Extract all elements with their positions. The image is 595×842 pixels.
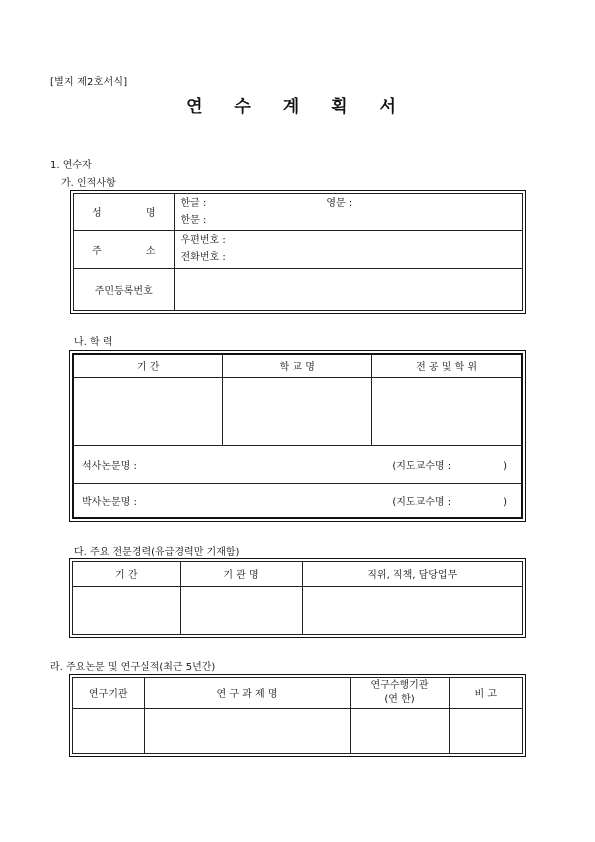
edu-period-cell[interactable]: [74, 377, 223, 445]
career-org-cell[interactable]: [180, 586, 302, 634]
research-col-note: 비 고: [449, 678, 522, 708]
resident-number-value-cell[interactable]: [174, 268, 522, 310]
career-col-period: 기 간: [73, 562, 180, 586]
career-col-position: 직위, 직책, 담당업무: [302, 562, 522, 586]
address-value-cell[interactable]: [174, 230, 522, 268]
research-col-exec-line1: 연구수행기관: [370, 679, 429, 691]
hangul-name-label: 한글 :: [180, 197, 207, 209]
research-col-title: 연 구 과 제 명: [144, 678, 350, 708]
edu-col-major-degree: 전 공 및 학 위: [372, 355, 521, 377]
postal-code-label: 우편번호 :: [180, 235, 226, 246]
edu-col-period: 기 간: [74, 355, 223, 377]
hanja-name-label: 한문 :: [180, 214, 207, 226]
resident-number-label: 주민등록번호: [74, 268, 174, 310]
research-col-executing-org: [350, 678, 449, 708]
doctoral-thesis-row[interactable]: [74, 483, 521, 517]
section-research-heading: 라. 주요논문 및 연구실적(최근 5년간): [50, 662, 216, 673]
masters-advisor-label: (지도교수명 :: [392, 460, 452, 472]
section-education-heading: 나. 학 력: [74, 337, 113, 348]
research-col-org: 연구기관: [73, 678, 144, 708]
masters-advisor-close: ): [503, 460, 507, 472]
research-title-cell[interactable]: [144, 708, 350, 753]
address-label-cell: [74, 230, 174, 268]
phone-number-label: 전화번호 :: [180, 252, 226, 263]
career-table: [69, 558, 526, 638]
personal-info-table: [70, 190, 526, 314]
doctoral-advisor-label: (지도교수명 :: [392, 496, 452, 508]
section-personal-info-heading: 가. 인적사항: [61, 178, 116, 189]
masters-thesis-label: 석사논문명 :: [82, 460, 137, 472]
research-col-exec-line2: (연 한): [384, 693, 415, 705]
edu-school-cell[interactable]: [223, 377, 372, 445]
research-note-cell[interactable]: [449, 708, 522, 753]
section-applicant-heading: 1. 연수자: [50, 160, 92, 171]
name-label-right: 명: [145, 208, 156, 220]
address-label-left: 주: [92, 245, 102, 257]
masters-thesis-row[interactable]: [74, 445, 521, 483]
address-label-right: 소: [145, 245, 156, 257]
name-value-cell[interactable]: [174, 194, 522, 230]
research-org-cell[interactable]: [73, 708, 144, 753]
career-position-cell[interactable]: [302, 586, 522, 634]
research-exec-cell[interactable]: [350, 708, 449, 753]
career-period-cell[interactable]: [73, 586, 180, 634]
form-number-label: [별지 제2호서식]: [50, 77, 128, 88]
section-career-heading: 다. 주요 전문경력(유급경력만 기재함): [74, 547, 240, 558]
english-name-label: 영문 :: [326, 197, 353, 209]
name-label-left: 성: [92, 208, 102, 220]
edu-col-school: 학 교 명: [223, 355, 372, 377]
research-table: [69, 674, 526, 757]
document-title: 연 수 계 획 서: [186, 97, 409, 117]
name-label-cell: [74, 194, 174, 230]
career-col-org: 기 관 명: [180, 562, 302, 586]
education-table: [69, 350, 526, 522]
edu-degree-cell[interactable]: [372, 377, 521, 445]
doctoral-thesis-label: 박사논문명 :: [82, 496, 137, 508]
doctoral-advisor-close: ): [503, 496, 507, 508]
